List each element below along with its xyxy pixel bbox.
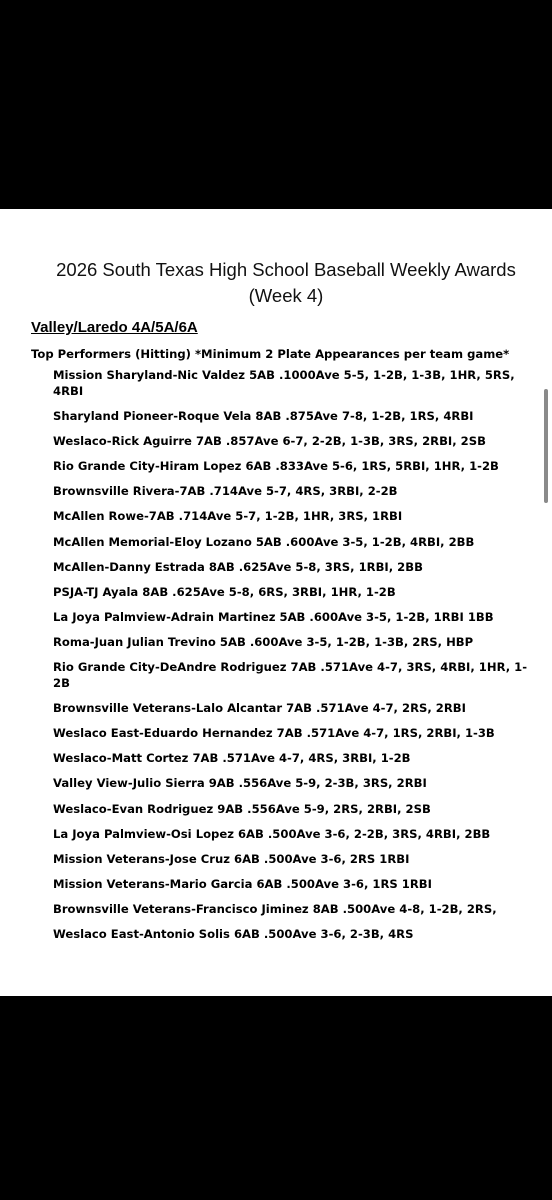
performer-entry: Rio Grande City-DeAndre Rodriguez 7AB .571Ave 4-7, 3RS, 4RBI, 1HR, 1-2B	[53, 660, 528, 691]
performer-entry: McAllen Rowe-7AB .714Ave 5-7, 1-2B, 1HR, 3RS, 1RBI	[53, 509, 403, 524]
scrollbar-thumb[interactable]	[544, 389, 548, 503]
section-heading: Valley/Laredo 4A/5A/6A	[31, 319, 198, 336]
performer-entry: La Joya Palmview-Adrain Martinez 5AB .600Ave 3-5, 1-2B, 1RBI 1BB	[53, 609, 494, 624]
performer-entry: Sharyland Pioneer-Roque Vela 8AB .875Ave 7-8, 1-2B, 1RS, 4RBI	[53, 409, 474, 424]
performer-entry: Rio Grande City-Hiram Lopez 6AB .833Ave 5-6, 1RS, 5RBI, 1HR, 1-2B	[53, 459, 499, 474]
category-heading: Top Performers (Hitting) *Minimum 2 Plate Appearances per team game*	[31, 347, 510, 361]
performer-entry: Valley View-Julio Sierra 9AB .556Ave 5-9, 2-3B, 3RS, 2RBI	[53, 776, 427, 791]
performer-entry: Weslaco-Matt Cortez 7AB .571Ave 4-7, 4RS, 3RBI, 1-2B	[53, 751, 411, 766]
performer-list	[53, 367, 543, 951]
title-line: 2026 South Texas High School Baseball Weekly Awards	[56, 259, 516, 280]
performer-entry: McAllen-Danny Estrada 8AB .625Ave 5-8, 3RS, 1RBI, 2BB	[53, 559, 423, 574]
subtitle-line: (Week 4)	[248, 285, 324, 306]
performer-entry: Brownsville Veterans-Lalo Alcantar 7AB .571Ave 4-7, 2RS, 2RBI	[53, 701, 466, 716]
performer-entry: Weslaco East-Eduardo Hernandez 7AB .571Ave 4-7, 1RS, 2RBI, 1-3B	[53, 726, 495, 741]
performer-entry: Brownsville Veterans-Francisco Jiminez 8AB .500Ave 4-8, 1-2B, 2RS,	[53, 901, 497, 916]
document-title	[0, 257, 552, 309]
performer-entry: Weslaco-Rick Aguirre 7AB .857Ave 6-7, 2-2B, 1-3B, 3RS, 2RBI, 2SB	[53, 434, 486, 449]
performer-entry: Mission Veterans-Jose Cruz 6AB .500Ave 3-6, 2RS 1RBI	[53, 851, 410, 866]
performer-entry: PSJA-TJ Ayala 8AB .625Ave 5-8, 6RS, 3RBI, 1HR, 1-2B	[53, 584, 396, 599]
performer-entry: McAllen Memorial-Eloy Lozano 5AB .600Ave 3-5, 1-2B, 4RBI, 2BB	[53, 534, 475, 549]
document-page	[0, 209, 552, 996]
performer-entry: La Joya Palmview-Osi Lopez 6AB .500Ave 3-6, 2-2B, 3RS, 4RBI, 2BB	[53, 826, 491, 841]
performer-entry: Weslaco-Evan Rodriguez 9AB .556Ave 5-9, 2RS, 2RBI, 2SB	[53, 801, 431, 816]
performer-entry: Brownsville Rivera-7AB .714Ave 5-7, 4RS, 3RBI, 2-2B	[53, 484, 398, 499]
performer-entry: Mission Sharyland-Nic Valdez 5AB .1000Ave 5-5, 1-2B, 1-3B, 1HR, 5RS, 4RBI	[53, 368, 515, 398]
performer-entry: Mission Veterans-Mario Garcia 6AB .500Ave 3-6, 1RS 1RBI	[53, 876, 432, 891]
performer-entry: Weslaco East-Antonio Solis 6AB .500Ave 3-6, 2-3B, 4RS	[53, 926, 414, 941]
performer-entry: Roma-Juan Julian Trevino 5AB .600Ave 3-5, 1-2B, 1-3B, 2RS, HBP	[53, 634, 474, 649]
